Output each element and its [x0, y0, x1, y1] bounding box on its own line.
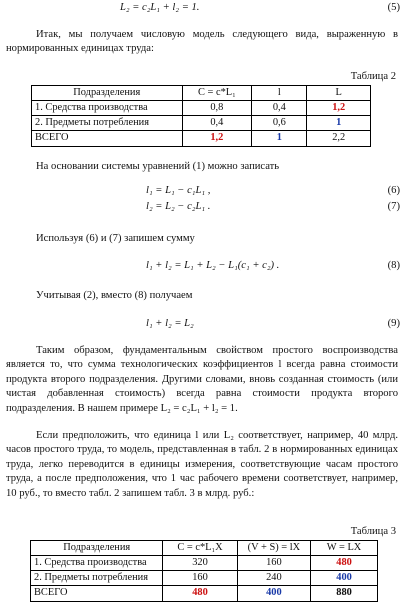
equation-8-formula: l₁ + l₂ = L₁ + L₂ − L₁(c₁ + c₂) . — [146, 260, 280, 271]
table-header-cell: (V + S) = lX — [237, 541, 310, 556]
table-row — [31, 556, 378, 571]
table-header-cell: C = c*L₁ — [182, 86, 252, 101]
table-row — [32, 116, 371, 131]
table-row — [31, 571, 378, 586]
table-row-total — [31, 586, 378, 601]
table-cell: 0,8 — [182, 101, 252, 116]
equation-9 — [0, 317, 408, 333]
paragraph-given: Учитывая (2), вместо (8) получаем — [36, 290, 193, 301]
equation-6-formula: l₁ = L₁ − c₁L₁ , — [146, 185, 211, 196]
table-cell: 2. Предметы потребления — [32, 116, 183, 131]
table-row — [32, 101, 371, 116]
table-header-cell: W = LX — [311, 541, 378, 556]
equation-6 — [0, 184, 408, 200]
table-cell-highlight: 400 — [311, 571, 378, 586]
table-3 — [30, 540, 378, 602]
table-header-row — [32, 86, 371, 101]
table-header-cell: l — [252, 86, 307, 101]
equation-7-number: (7) — [387, 201, 400, 212]
table-cell: 320 — [163, 556, 237, 571]
equation-8 — [0, 259, 408, 275]
table-cell: 160 — [163, 571, 237, 586]
table-cell: 0,6 — [252, 116, 307, 131]
equation-7-formula: l₂ = L₂ − c₂L₁ . — [146, 201, 211, 212]
equation-8-number: (8) — [387, 260, 400, 271]
paragraph-system: На основании системы уравнений (1) можно записать — [36, 161, 280, 172]
table-cell: 1. Средства производства — [31, 556, 163, 571]
table-cell: 0,4 — [252, 101, 307, 116]
table-cell: 160 — [237, 556, 310, 571]
table-cell-highlight: 1 — [252, 131, 307, 146]
table-cell-highlight: 400 — [237, 586, 310, 601]
equation-5 — [0, 1, 408, 17]
equation-7 — [0, 200, 408, 216]
table-cell: 880 — [311, 586, 378, 601]
table-cell: 0,4 — [182, 116, 252, 131]
table-row-total — [32, 131, 371, 146]
table-cell-highlight: 480 — [311, 556, 378, 571]
table-header-row — [31, 541, 378, 556]
paragraph-intro: Итак, мы получаем числовую модель следующего вида, выраженную в нормированных единицах труда: — [6, 29, 398, 55]
paragraph-sum: Используя (6) и (7) запишем сумму — [36, 233, 195, 244]
table-cell-highlight: 1,2 — [182, 131, 252, 146]
table-cell: 1. Средства производства — [32, 101, 183, 116]
table-header-cell: L — [307, 86, 371, 101]
table-cell-highlight: 1,2 — [307, 101, 371, 116]
table-cell-highlight: 1 — [307, 116, 371, 131]
table-cell: 2. Предметы потребления — [31, 571, 163, 586]
paragraph-assume: Если предположить, что единица l или L₂ соответствует, например, 40 млрд. часов простого труда, то модель, представленная в табл. 2 в нормированных единицах труда, легко переводится в единицы измерения, соответствующие часам простого труда, а после предположения, что 1 час рабочего времени соответствует, например, 10 руб., то вместо табл. 2 запишем табл. 3 в млрд. руб.: — [6, 430, 398, 499]
equation-9-formula: l₁ + l₂ = L₂ — [146, 318, 194, 329]
equation-5-number: (5) — [387, 2, 400, 13]
table-header-cell: Подразделения — [32, 86, 183, 101]
table-3-caption: Таблица 3 — [350, 526, 396, 537]
equation-6-number: (6) — [387, 185, 400, 196]
table-cell: ВСЕГО — [31, 586, 163, 601]
equation-9-number: (9) — [387, 318, 400, 329]
table-2 — [31, 85, 371, 147]
table-cell-highlight: 480 — [163, 586, 237, 601]
table-2-caption: Таблица 2 — [350, 71, 396, 82]
table-cell: 240 — [237, 571, 310, 586]
table-header-cell: C = c*L₁X — [163, 541, 237, 556]
table-cell: 2,2 — [307, 131, 371, 146]
equation-5-formula: L₂ = c₂L₁ + l₂ = 1. — [120, 2, 200, 13]
table-cell: ВСЕГО — [32, 131, 183, 146]
paragraph-main: Таким образом, фундаментальным свойством простого воспроизводства является то, что сумма технологических коэффициентов l всегда равна стоимости продукта второго подразделения. Другими словами, вновь созданная стоимость (или чистая добавленная стоимость) всегда равна стоимости продукта второго подразделения. В нашем примере L₂ = c₂L₁ + l₂ = 1. — [6, 345, 398, 414]
table-header-cell: Подразделения — [31, 541, 163, 556]
